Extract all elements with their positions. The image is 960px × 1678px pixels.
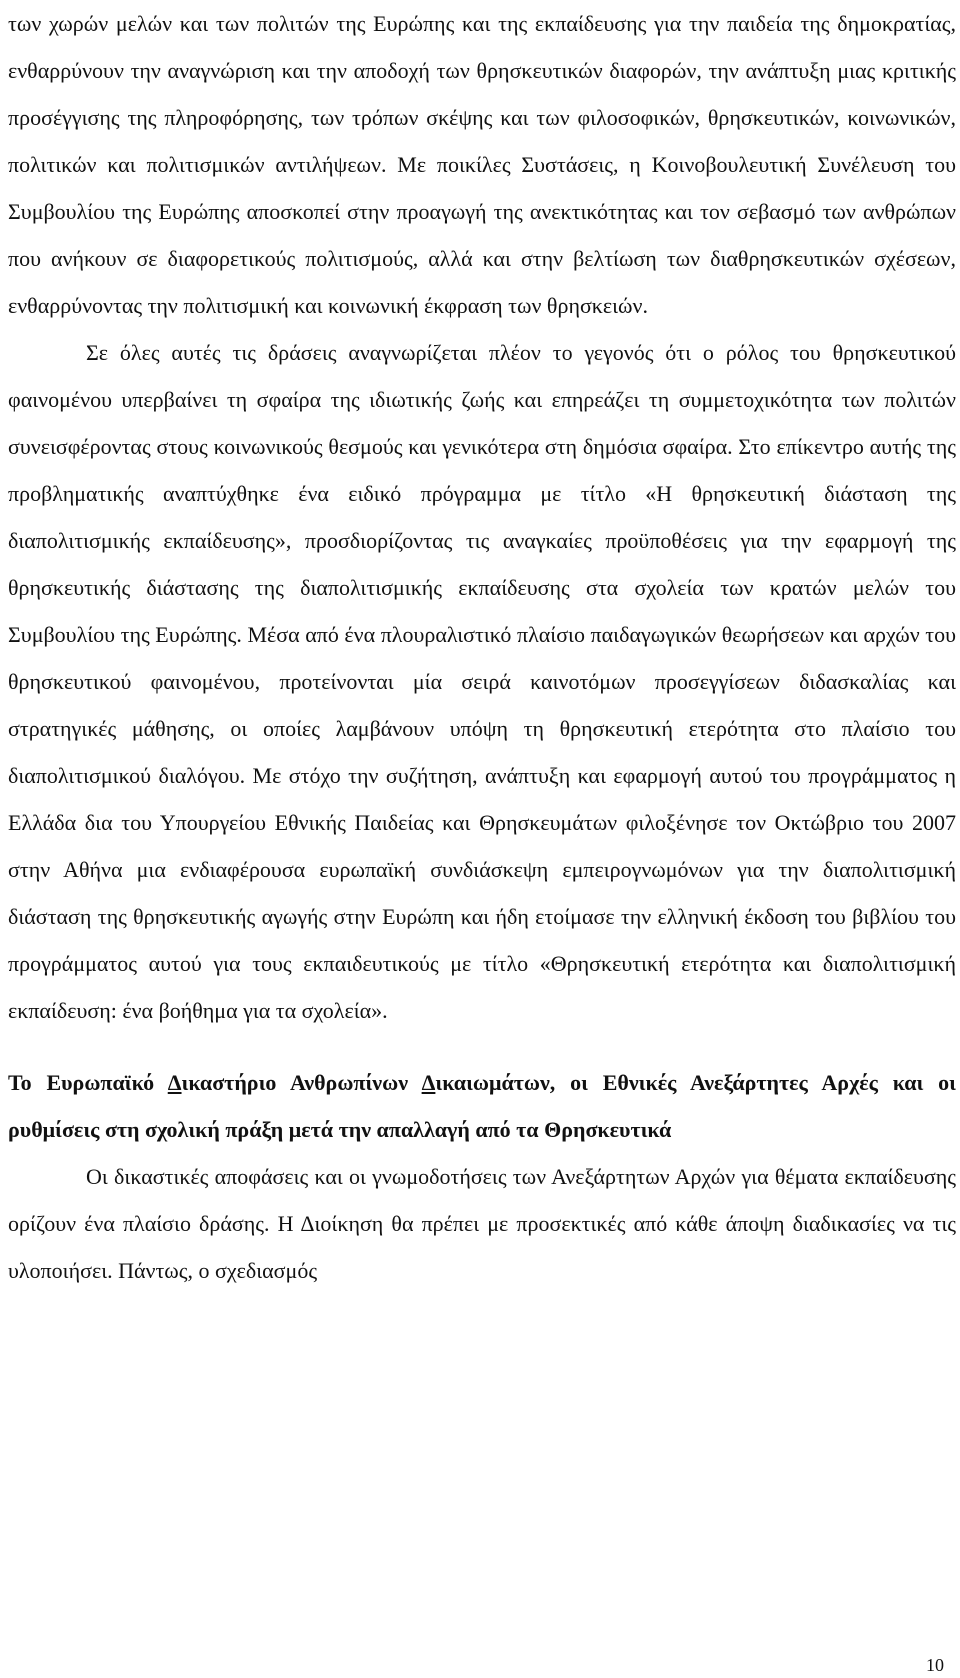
- page-number: 10: [926, 1655, 944, 1675]
- heading-underlined-letter-2: Δ: [421, 1070, 436, 1095]
- section-heading: [8, 1059, 956, 1153]
- paragraph-intercultural-education: Σε όλες αυτές τις δράσεις αναγνωρίζεται πλέον το γεγονός ότι ο ρόλος του θρησκευτικού φαινομένου υπερβαίνει τη σφαίρα της ιδιωτικής ζωής και επηρεάζει τη συμμετοχικότητα των πολιτών συνεισφέροντας στους κοινωνικούς θεσμούς και γενικότερα στη δημόσια σφαίρα. Στο επίκεντρο αυτής της προβληματικής αναπτύχθηκε ένα ειδικό πρόγραμμα με τίτλο «Η θρησκευτική διάσταση της διαπολιτισμικής εκπαίδευσης», προσδιορίζοντας τις αναγκαίες προϋποθέσεις για την εφαρμογή της θρησκευτικής διάστασης της διαπολιτισμικής εκπαίδευσης στα σχολεία των κρατών μελών του Συμβουλίου της Ευρώπης. Μέσα από ένα πλουραλιστικό πλαίσιο παιδαγωγικών θεωρήσεων και αρχών του θρησκευτικού φαινομένου, προτείνονται μία σειρά καινοτόμων προσεγγίσεων διδασκαλίας και στρατηγικές μάθησης, οι οποίες λαμβάνουν υπόψη τη θρησκευτική ετερότητα στο πλαίσιο του διαπολιτισμικού διαλόγου. Με στόχο την συζήτηση, ανάπτυξη και εφαρμογή αυτού του προγράμματος η Ελλάδα δια του Υπουργείου Εθνικής Παιδείας και Θρησκευμάτων φιλοξένησε τον Οκτώβριο του 2007 στην Αθήνα μια ενδιαφέρουσα ευρωπαϊκή συνδιάσκεψη εμπειρογνωμόνων για την διαπολιτισμική διάσταση της θρησκευτικής αγωγής στην Ευρώπη και ήδη ετοίμασε την ελληνική έκδοση του βιβλίου του προγράμματος αυτού για τους εκπαιδευτικούς με τίτλο «Θρησκευτική ετερότητα και διαπολιτισμική εκπαίδευση: ένα βοήθημα για τα σχολεία».: [8, 340, 956, 1023]
- heading-text-3: ικαιωμάτων, οι Εθνικές Ανεξάρτητες Αρχές και οι ρυθμίσεις στη σχολική πράξη μετά την απαλλαγή από τα Θρησκευτικά: [8, 1070, 956, 1142]
- document-body: [8, 0, 956, 1294]
- heading-underlined-letter-1: Δ: [167, 1070, 182, 1095]
- paragraph-court-decisions: Οι δικαστικές αποφάσεις και οι γνωμοδοτήσεις των Ανεξάρτητων Αρχών για θέματα εκπαίδευσης ορίζουν ένα πλαίσιο δράσης. Η Διοίκηση θα πρέπει με προσεκτικές από κάθε άποψη διαδικασίες να τις υλοποιήσει. Πάντως, ο σχεδιασμός: [8, 1164, 956, 1283]
- paragraph-religious-tolerance: των χωρών μελών και των πολιτών της Ευρώπης και της εκπαίδευσης για την παιδεία της δημοκρατίας, ενθαρρύνουν την αναγνώριση και την αποδοχή των θρησκευτικών διαφορών, την ανάπτυξη μιας κριτικής προσέγγισης της πληροφόρησης, των τρόπων σκέψης και των φιλοσοφικών, θρησκευτικών, κοινωνικών, πολιτικών και πολιτισμικών αντιλήψεων. Με ποικίλες Συστάσεις, η Κοινοβουλευτική Συνέλευση του Συμβουλίου της Ευρώπης αποσκοπεί στην προαγωγή της ανεκτικότητας και τον σεβασμό των ανθρώπων που ανήκουν σε διαφορετικούς πολιτισμούς, αλλά και στην βελτίωση των διαθρησκευτικών σχέσεων, ενθαρρύνοντας την πολιτισμική και κοινωνική έκφραση των θρησκειών.: [8, 11, 956, 318]
- heading-text-2: ικαστήριο Ανθρωπίνων: [181, 1070, 422, 1095]
- heading-text-1: Το Ευρωπαϊκό: [8, 1070, 168, 1095]
